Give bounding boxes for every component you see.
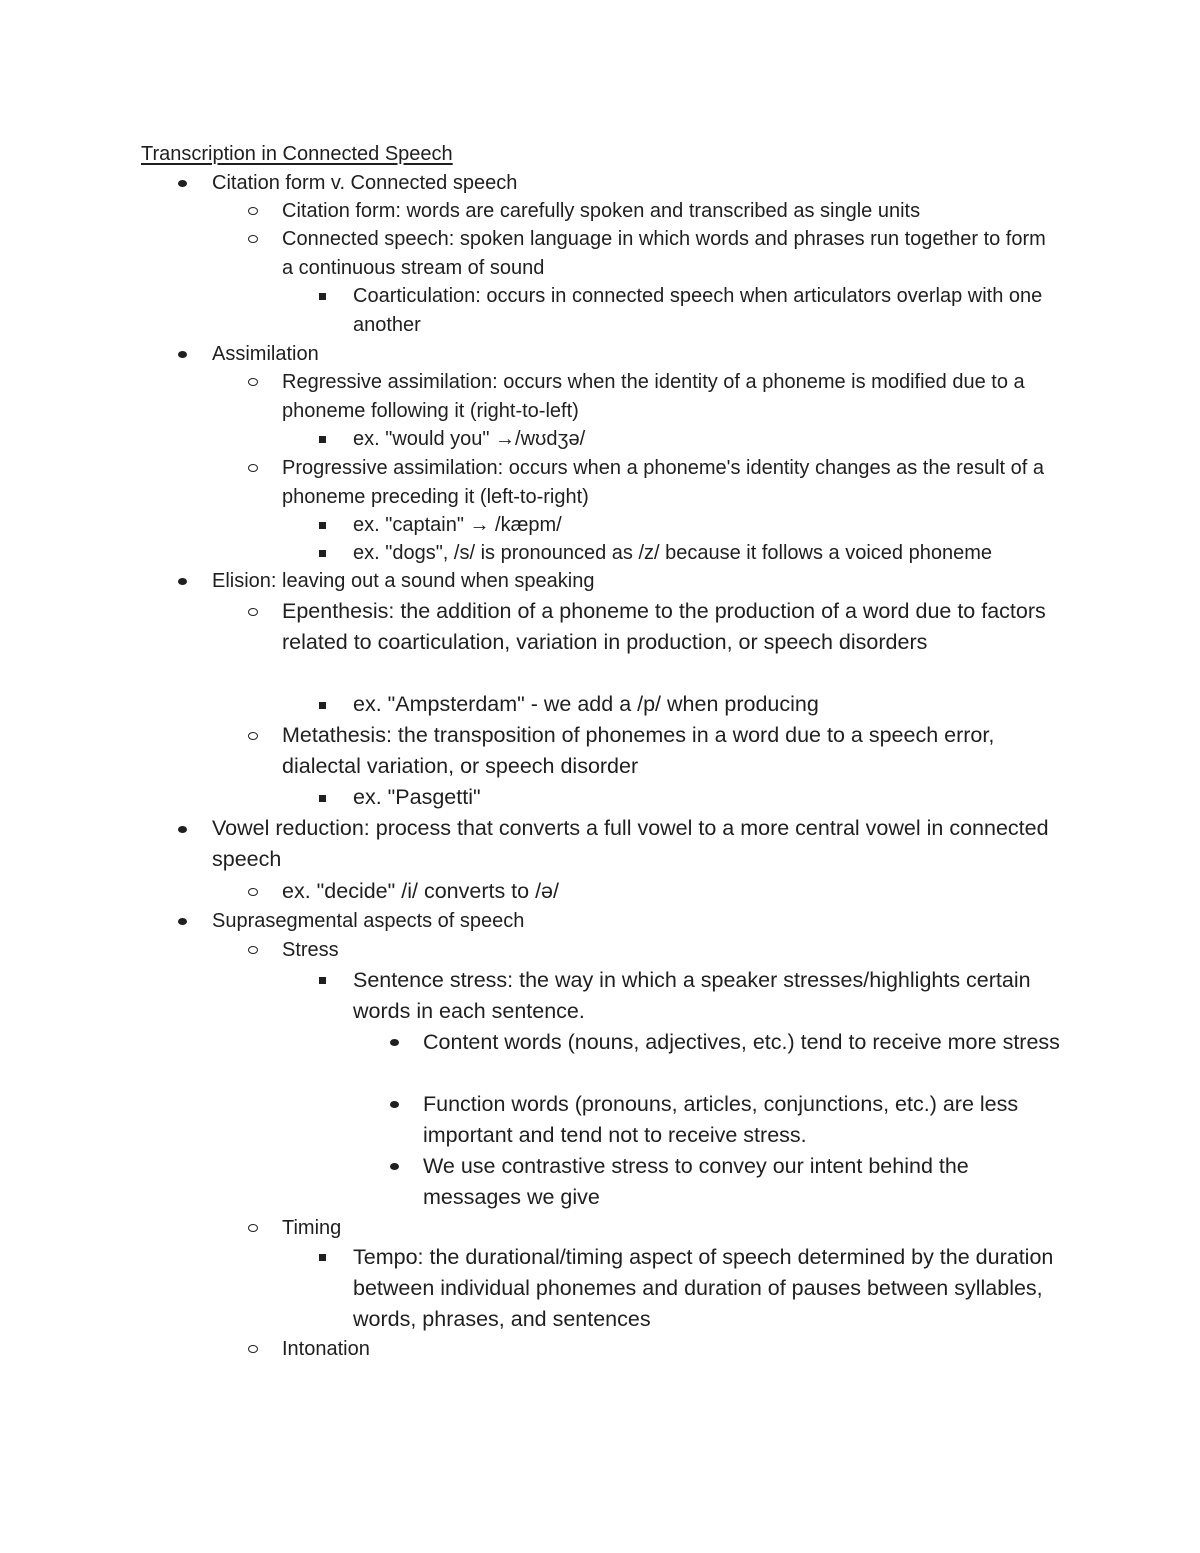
list-item: Epenthesis: the addition of a phoneme to the production of a word due to factors related to coarticulation, variation in production, or speech disorders xyxy=(282,599,1046,654)
list-item: Metathesis: the transposition of phonemes in a word due to a speech error, dialectal variation, or speech disorder xyxy=(282,723,995,778)
bullet-square-icon xyxy=(319,550,326,557)
bullet-circle-icon xyxy=(248,946,258,954)
list-item: Citation form: words are carefully spoken and transcribed as single units xyxy=(282,200,921,222)
list-item: ex. "would you" →/wʊdʒə/ xyxy=(353,428,586,450)
bullet-circle-icon xyxy=(248,235,258,243)
bullet-dot-icon xyxy=(178,918,187,925)
list-item: ex. "captain" → /kæpm/ xyxy=(353,514,562,536)
bullet-dot-icon xyxy=(178,351,187,358)
bullet-square-icon xyxy=(319,977,326,984)
list-item: Connected speech: spoken language in which words and phrases run together to form a continuous stream of sound xyxy=(282,228,1046,279)
list-item: ex. "decide" /i/ converts to /ə/ xyxy=(282,879,559,903)
list-item: Coarticulation: occurs in connected speech when articulators overlap with one another xyxy=(353,285,1043,336)
bullet-circle-icon xyxy=(248,1224,258,1232)
list-item: Timing xyxy=(282,1217,342,1239)
page-title: Transcription in Connected Speech xyxy=(141,143,453,165)
bullet-dot-icon xyxy=(178,180,187,187)
bullet-dot-icon xyxy=(390,1163,399,1170)
bullet-circle-icon xyxy=(248,207,258,215)
list-item: ex. "Ampsterdam" - we add a /p/ when producing xyxy=(353,692,819,716)
list-item: Suprasegmental aspects of speech xyxy=(212,910,525,932)
bullet-square-icon xyxy=(319,795,326,802)
bullet-dot-icon xyxy=(390,1039,399,1046)
bullet-circle-icon xyxy=(248,378,258,386)
list-item: ex. "Pasgetti" xyxy=(353,785,481,809)
bullet-circle-icon xyxy=(248,732,258,740)
bullet-square-icon xyxy=(319,1254,326,1261)
list-item: Vowel reduction: process that converts a full vowel to a more central vowel in connected speech xyxy=(212,816,1049,871)
bullet-circle-icon xyxy=(248,1345,258,1353)
bullet-circle-icon xyxy=(248,464,258,472)
bullet-circle-icon xyxy=(248,888,258,896)
list-item: Sentence stress: the way in which a speaker stresses/highlights certain words in each sentence. xyxy=(353,968,1031,1023)
list-item: Stress xyxy=(282,939,339,961)
list-item: Citation form v. Connected speech xyxy=(212,172,518,194)
list-item: ex. "dogs", /s/ is pronounced as /z/ because it follows a voiced phoneme xyxy=(353,542,993,564)
list-item: Tempo: the durational/timing aspect of speech determined by the duration between individual phonemes and duration of pauses between syllables, words, phrases, and sentences xyxy=(353,1245,1054,1331)
bullet-square-icon xyxy=(319,522,326,529)
bullet-dot-icon xyxy=(178,826,187,833)
list-item: We use contrastive stress to convey our intent behind the messages we give xyxy=(423,1154,969,1209)
bullet-square-icon xyxy=(319,702,326,709)
bullet-circle-icon xyxy=(248,608,258,616)
list-item: Function words (pronouns, articles, conjunctions, etc.) are less important and tend not to receive stress. xyxy=(423,1092,1019,1147)
list-item: Content words (nouns, adjectives, etc.) tend to receive more stress xyxy=(423,1030,1060,1054)
list-item: Intonation xyxy=(282,1338,370,1360)
list-item: Progressive assimilation: occurs when a phoneme's identity changes as the result of a phoneme preceding it (left-to-right) xyxy=(282,457,1044,508)
list-item: Regressive assimilation: occurs when the identity of a phoneme is modified due to a phoneme following it (right-to-left) xyxy=(282,371,1025,422)
list-item: Assimilation xyxy=(212,343,319,365)
bullet-square-icon xyxy=(319,436,326,443)
bullet-square-icon xyxy=(319,293,326,300)
list-item: Elision: leaving out a sound when speaking xyxy=(212,570,595,592)
bullet-dot-icon xyxy=(390,1101,399,1108)
bullet-dot-icon xyxy=(178,578,187,585)
